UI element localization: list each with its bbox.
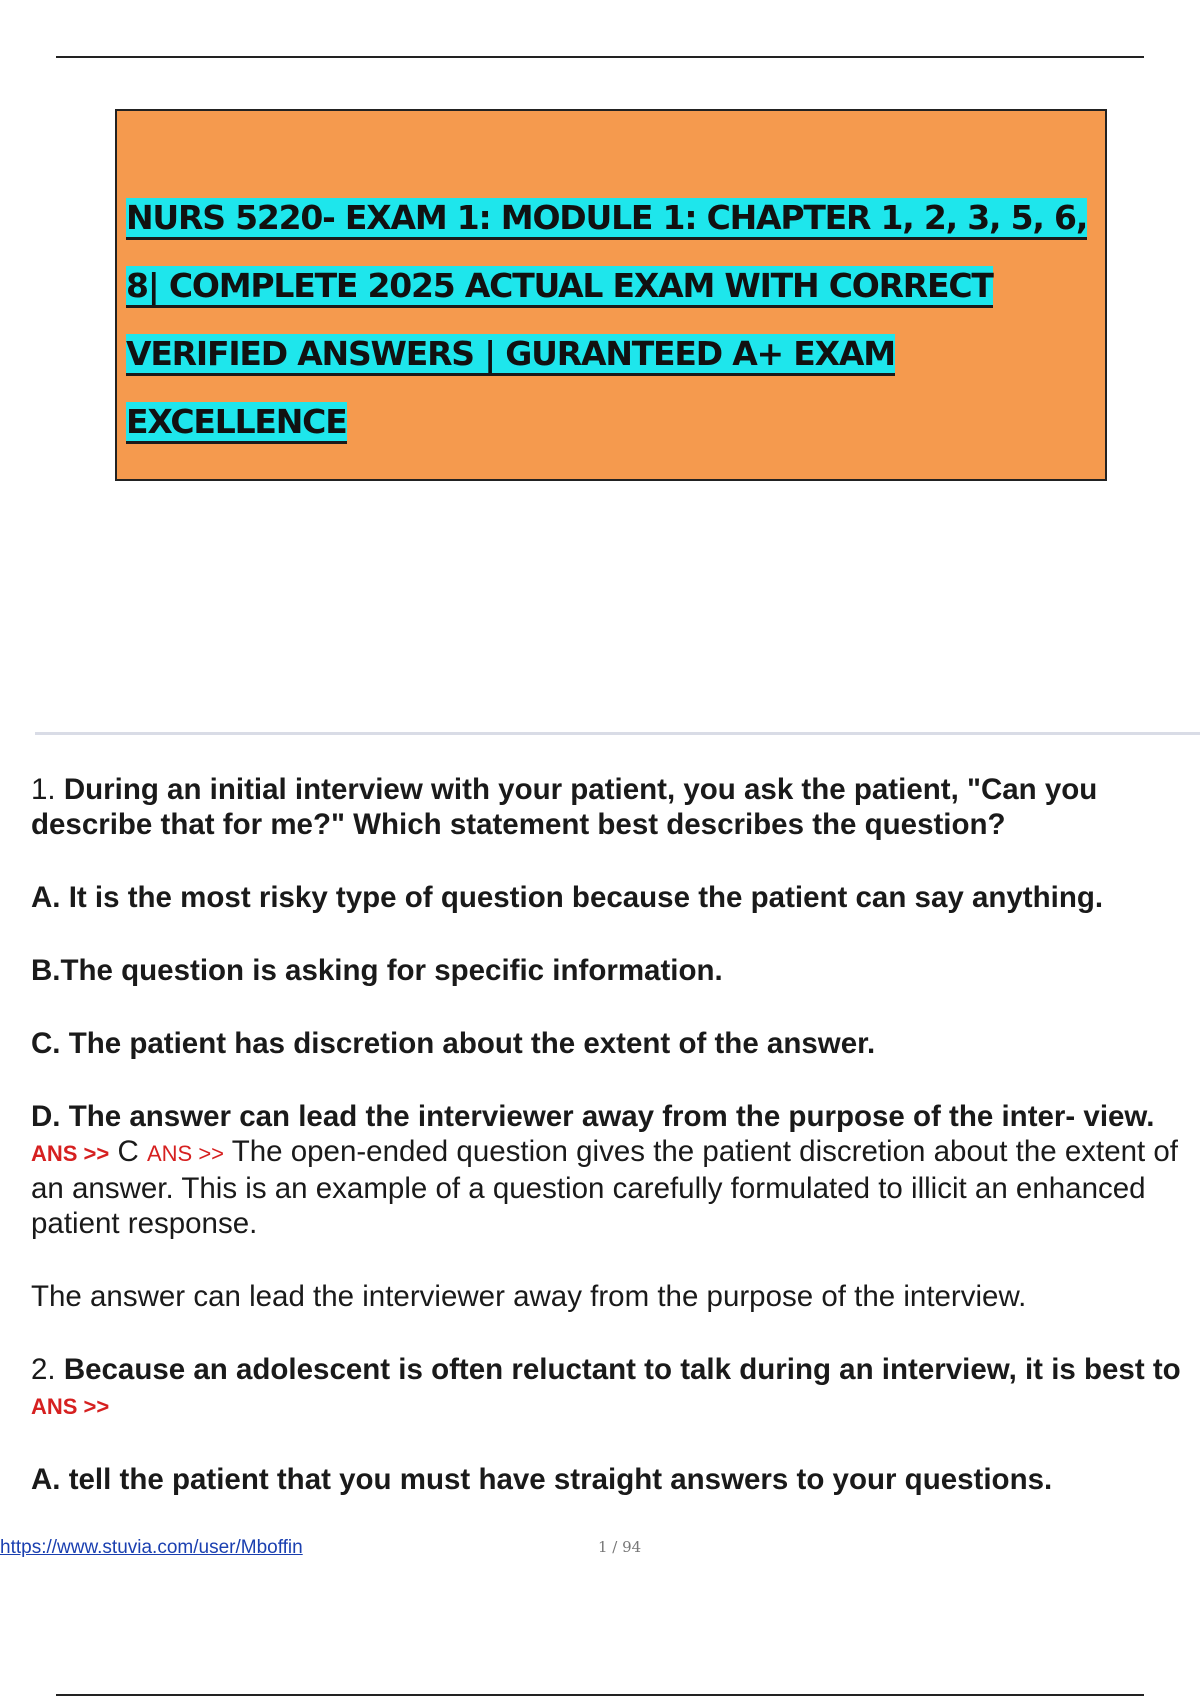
- option-d-text: D. The answer can lead the interviewer away from the purpose of the inter- view.: [31, 1100, 1155, 1133]
- question-2: [31, 1352, 1199, 1424]
- top-rule: [56, 56, 1144, 58]
- option-a: A. tell the patient that you must have straight answers to your questions.: [31, 1463, 1053, 1496]
- question-1: [31, 772, 1199, 842]
- title-banner: [115, 109, 1107, 481]
- option-d: [31, 1099, 1199, 1241]
- answer-value: C: [117, 1135, 139, 1168]
- question-text: Because an adolescent is often reluctant to talk during an interview, it is best to: [63, 1353, 1181, 1386]
- rationale-marker: ANS >>: [146, 1141, 225, 1166]
- title-line-4: EXCELLENCE: [126, 401, 1097, 469]
- page-number: 1 / 94: [598, 1538, 642, 1556]
- answer-marker: ANS >>: [31, 1141, 110, 1166]
- option-c: C. The patient has discretion about the extent of the answer.: [31, 1027, 876, 1060]
- question-number: 1.: [31, 773, 56, 806]
- title-line-3: VERIFIED ANSWERS | GURANTEED A+ EXAM: [126, 333, 1097, 401]
- extra-text: The answer can lead the interviewer away from the purpose of the interview.: [31, 1280, 1027, 1313]
- option-a: A. It is the most risky type of question because the patient can say anything.: [31, 881, 1104, 914]
- bottom-rule: [56, 1694, 1144, 1696]
- title-line-1: NURS 5220- EXAM 1: MODULE 1: CHAPTER 1, 2, 3, 5, 6,: [126, 197, 1097, 265]
- section-divider: [35, 732, 1200, 735]
- question-content: [31, 772, 1199, 1535]
- answer-marker: ANS >>: [31, 1394, 110, 1419]
- source-link[interactable]: https://www.stuvia.com/user/Mboffin: [0, 1537, 303, 1558]
- rationale-text: The open-ended question gives the patient discretion about the extent of an answer. This is an example of a question carefully formulated to illicit an enhanced patient response.: [31, 1135, 1179, 1240]
- title-line-2: 8| COMPLETE 2025 ACTUAL EXAM WITH CORRECT: [126, 265, 1097, 333]
- question-text: During an initial interview with your patient, you ask the patient, "Can you describe that for me?" Which statement best describes the question?: [31, 773, 1098, 841]
- option-b: B.The question is asking for specific information.: [31, 954, 723, 987]
- question-number: 2.: [31, 1353, 56, 1386]
